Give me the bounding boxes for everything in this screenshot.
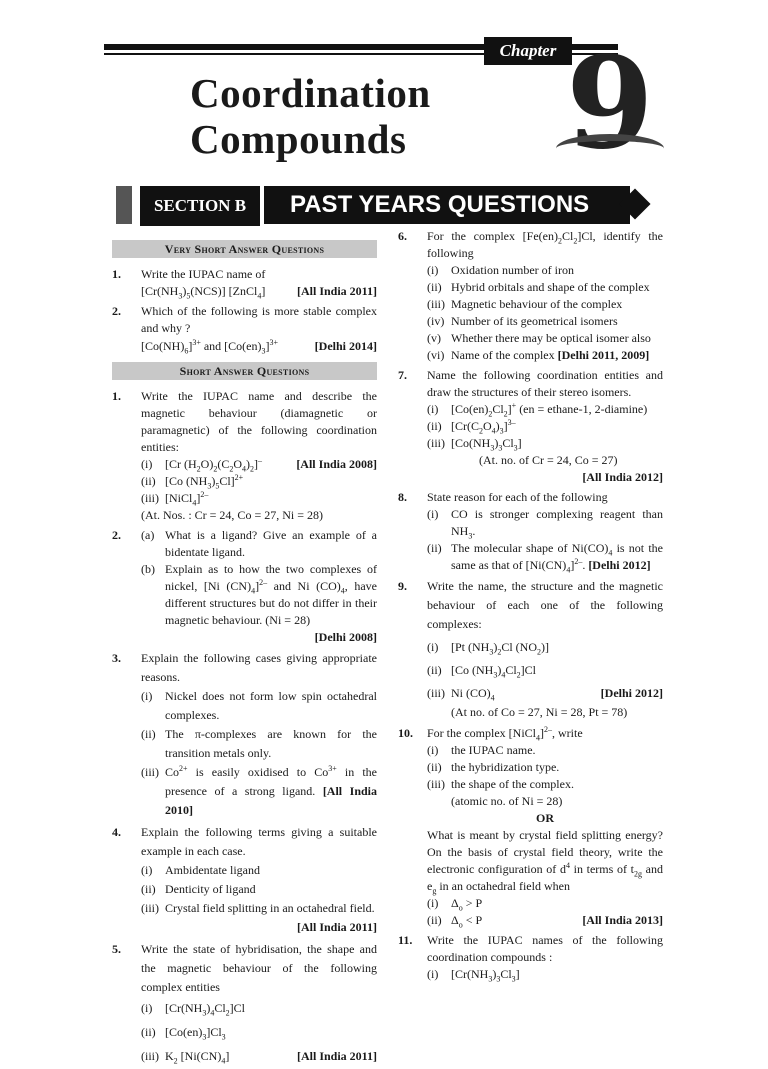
chapter-title-line2: Compounds [190,116,407,162]
question-6: 6. For the complex $[Fe(en)_2Cl_2]Cl$, identify the following (i) Oxidation number of iron (ii) Hybrid orbitals and shape of the complex (iii) Magnetic behaviour of the complex (iv) Number of its geometrical isomers (v) Whether there may be optical isomer also (vi) Name of the complex [Delhi 2011, 2009] [398,229,663,362]
left-column [112,240,377,1069]
section-label: SECTION B [140,186,260,226]
question-sa-1: 1. Write the IUPAC name and describe the magnetic behaviour (diamagnetic or paramagnetic) of the following coordination entities: (i) [Cr $(H_2O)_2(C_2O_4)_2]^-$ [All India 2008] (ii) [Co $(NH_3)_5Cl]^{2+}$ (iii) [NiCl$_4$]$^{2-}$ (At. Nos. : Cr = 24, Co = 27, Ni = 28) [112,389,377,522]
chapter-number: 9 [566,29,654,177]
question-sa-3: 3. Explain the following cases giving appropriate reasons. (i) Nickel does not form low spin octahedral complexes. (ii) The π-complexes are known for the transition metals only. (iii) $Co^{2+}$ is easily oxidised to $Co^{3+}$ in the presence of a strong ligand. [All India 2010] [112,651,378,817]
banner-heading: PAST YEARS QUESTIONS [264,186,630,224]
right-column [398,228,663,986]
question-sa-4: 4. Explain the following terms giving a suitable example in each case. (i) Ambidentate ligand (ii) Denticity of ligand (iii) Crystal field splitting in an octahedral field. [All India 2011] [112,825,377,934]
chapter-label: Chapter [484,37,572,65]
chapter-title-line1: Coordination [190,70,431,116]
question-8: 8. State reason for each of the following (i) CO is stronger complexing reagent than $NH_3$. (ii) The molecular shape of $Ni(CO)_4$ is not the same as that of $[Ni(CN)_4]^{2-}$. [Delhi 2012] [398,490,663,575]
question-vsa-2: 2. Which of the following is more stable complex and why ? $[Co(NH)_6]^{3+}$ and $[Co(en)_3]^{3+}$ [Delhi 2014] [112,304,377,356]
question-sa-2: 2. (a) What is a ligand? Give an example of a bidentate ligand. (b) Explain as to how the two complexes of nickel, [Ni $(CN)_4]^{2-}$ and Ni $(CO)_4$, have different structures but do not differ in their magnetic behaviour. (Ni = 28) [Delhi 2008] [112,528,377,644]
question-9: 9. Write the name, the structure and the magnetic behaviour of each one of the following complexes: (i) [Pt $(NH_3)_2Cl$ $(NO_2)$] (ii) [Co $(NH_3)_4Cl_2]Cl$ (iii) Ni $(CO)_4$ [Delhi 2012] (At no. of Co = 27, Ni = 28, Pt = 78) [398,579,663,719]
vsa-heading: Very Short Answer Questions [112,240,377,258]
question-11: 11. Write the IUPAC names of the following coordination compounds : (i) $[Cr(NH_3)_3Cl_3]$ [398,933,663,984]
question-vsa-1: 1. Write the IUPAC name of $[Cr(NH_3)_5(NCS)]$ [ZnCl$_4$] [All India 2011] [112,267,377,301]
question-7: 7. Name the following coordination entities and draw the structures of their stereo isomers. (i) $[Co(en)_2Cl_2]^+$ (en = ethane-1, 2-diamine) (ii) $[Cr(C_2O_4)_3]^{3-}$ (iii) $[Co(NH_3)_3Cl_3]$ (At. no. of Cr = 24, Co = 27) [All India 2012] [398,368,663,484]
banner-accent [116,186,132,224]
chapter-title [190,70,431,162]
chapter-number-swoosh [556,134,664,163]
sa-heading: Short Answer Questions [112,362,377,380]
question-sa-5: 5. Write the state of hybridisation, the shape and the magnetic behaviour of the following complex entities (i) $[Cr(NH_3)_4Cl_2]Cl$ (ii) $[Co(en)_3]Cl_3$ (iii) $K_2$ $[Ni(CN)_4]$ [All India 2011] [112,942,377,1066]
question-10: 10. For the complex [NiCl$_4$]$^{2-}$, write (i) the IUPAC name. (ii) the hybridization type. (iii) the shape of the complex. (atomic no. of Ni = 28) OR What is meant by crystal field splitting energy? On the basis of crystal field theory, write the electronic configuration of $d^4$ in terms of $t_{2g}$ and $e_g$ in an octahedral field when (i) $\Delta_o > P$ (ii) $\Delta_o < P$ [All India 2013] [398,725,663,930]
